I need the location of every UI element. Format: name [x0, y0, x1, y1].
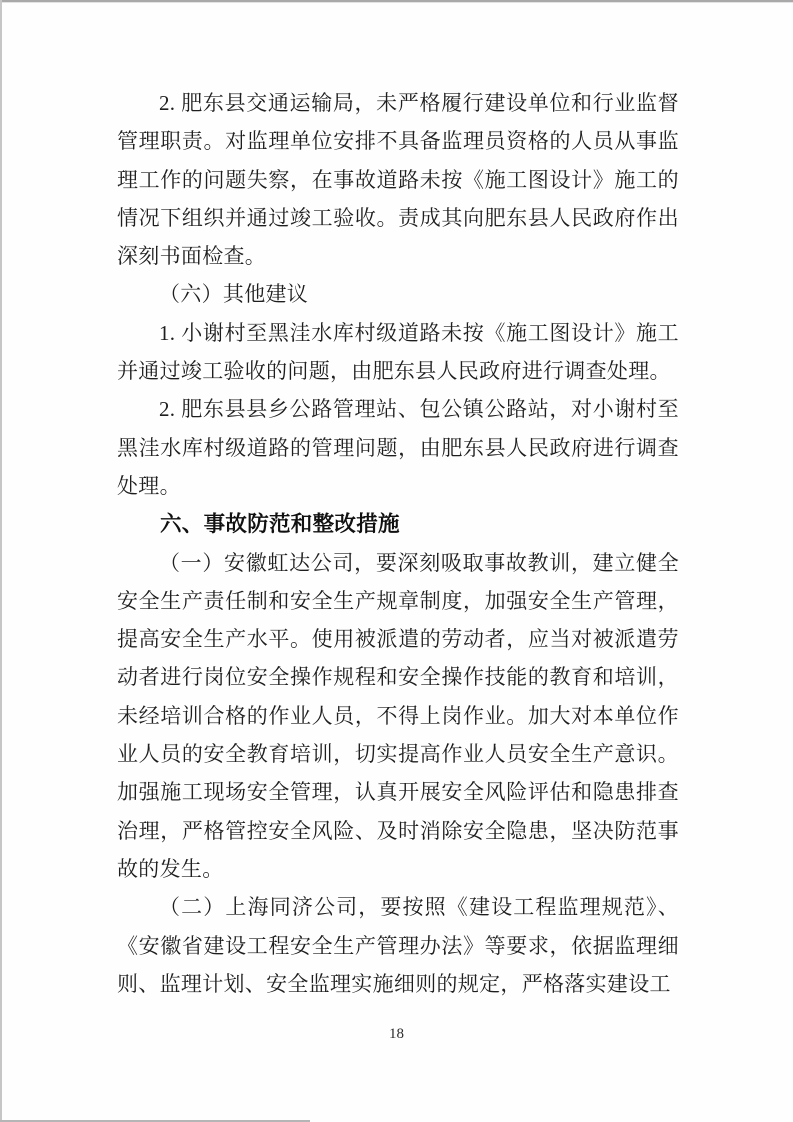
- page-number: 18: [389, 1026, 404, 1042]
- paragraph: （一）安徽虹达公司，要深刻吸取事故教训，建立健全安全生产责任制和安全生产规章制度，加强安全生产管理，提高安全生产水平。使用被派遣的劳动者，应当对被派遣劳动者进行岗位安全操作规程和安全操作技能的教育和培训，未经培训合格的作业人员，不得上岗作业。加大对本单位作业人员的安全教育培训，切实提高作业人员安全生产意识。加强施工现场安全管理，认真开展安全风险评估和隐患排查治理，严格管控安全风险、及时消除安全隐患，坚决防范事故的发生。: [117, 550, 679, 881]
- section-heading: 六、事故防范和整改措施: [160, 512, 400, 537]
- paragraph: 2. 肥东县县乡公路管理站、包公镇公路站，对小谢村至黑洼水库村级道路的管理问题，由肥东县人民政府进行调查处理。: [117, 397, 679, 498]
- paragraph: （二）上海同济公司，要按照《建设工程监理规范》、《安徽省建设工程安全生产管理办法》等要求，依据监理细则、监理计划、安全监理实施细则的规定，严格落实建设工: [117, 895, 679, 996]
- document-content: [117, 84, 679, 1003]
- paragraph: 2. 肥东县交通运输局，未严格履行建设单位和行业监督管理职责。对监理单位安排不具备监理员资格的人员从事监理工作的问题失察，在事故道路未按《施工图设计》施工的情况下组织并通过竣工验收。责成其向肥东县人民政府作出深刻书面检查。: [117, 91, 679, 269]
- scan-edge-top-faint: [0, 2, 793, 3]
- paragraph: （六）其他建议: [159, 282, 309, 307]
- paragraph: 1. 小谢村至黑洼水库村级道路未按《施工图设计》施工并通过竣工验收的问题，由肥东县人民政府进行调查处理。: [117, 320, 679, 384]
- scan-edge-left: [0, 0, 2, 1122]
